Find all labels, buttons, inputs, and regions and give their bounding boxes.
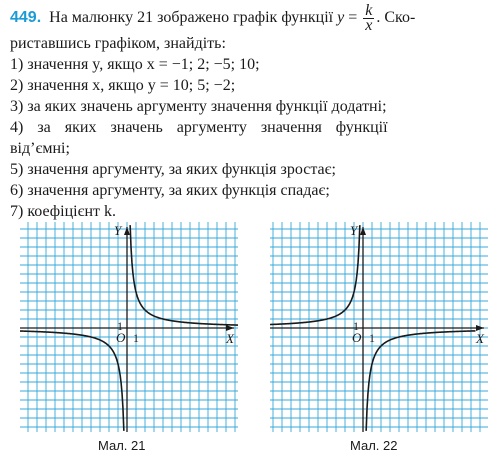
problem-number: 449. [10, 9, 42, 27]
problem-line-1 [10, 4, 494, 33]
formula-numerator: k [365, 2, 373, 19]
formula-denominator: x [365, 17, 373, 34]
figure-22-caption: Мал. 22 [350, 438, 398, 453]
unit-x-label: 1 [133, 331, 139, 345]
question-5: 5) значення аргументу, за яких функція зростає; [10, 161, 336, 178]
y-axis-arrow [124, 227, 130, 235]
x-axis-label: X [226, 331, 234, 346]
question-3: 3) за яких значень аргументу значення функції додатні; [10, 98, 387, 115]
question-1: 1) значення y, якщо x = −1; 2; −5; 10; [10, 56, 260, 73]
problem-intro-end: . Ско- [376, 9, 416, 27]
problem-line-2: риставшись графіком, знайдіть: [10, 35, 226, 52]
problem-449 [10, 4, 494, 222]
y-axis-arrow [360, 227, 366, 235]
question-4-cont: від’ємні; [10, 140, 70, 157]
unit-y-label: 1 [353, 319, 359, 333]
y-axis-label: Y [350, 223, 358, 238]
y-axis-label: Y [114, 223, 122, 238]
question-7: 7) коефіцієнт k. [10, 203, 117, 220]
figure-22-graph [270, 222, 488, 432]
x-axis-label: X [476, 331, 484, 346]
origin-label: O [116, 330, 126, 345]
grid [20, 222, 238, 432]
problem-intro: На малюнку 21 зображено графік функції [49, 9, 334, 27]
question-6: 6) значення аргументу, за яких функція спадає; [10, 182, 330, 199]
figure-21-caption: Мал. 21 [98, 438, 146, 453]
figure-21-graph [20, 222, 238, 432]
unit-y-label: 1 [117, 319, 123, 333]
question-4: 4) за яких значень аргументу значення функції [10, 119, 388, 136]
formula-y: y [337, 9, 345, 27]
grid [270, 222, 488, 432]
formula-fraction [363, 4, 374, 33]
unit-x-label: 1 [369, 331, 375, 345]
formula-eq: = [344, 9, 362, 27]
origin-label: O [352, 330, 362, 345]
question-2: 2) значення x, якщо y = 10; 5; −2; [10, 77, 236, 94]
